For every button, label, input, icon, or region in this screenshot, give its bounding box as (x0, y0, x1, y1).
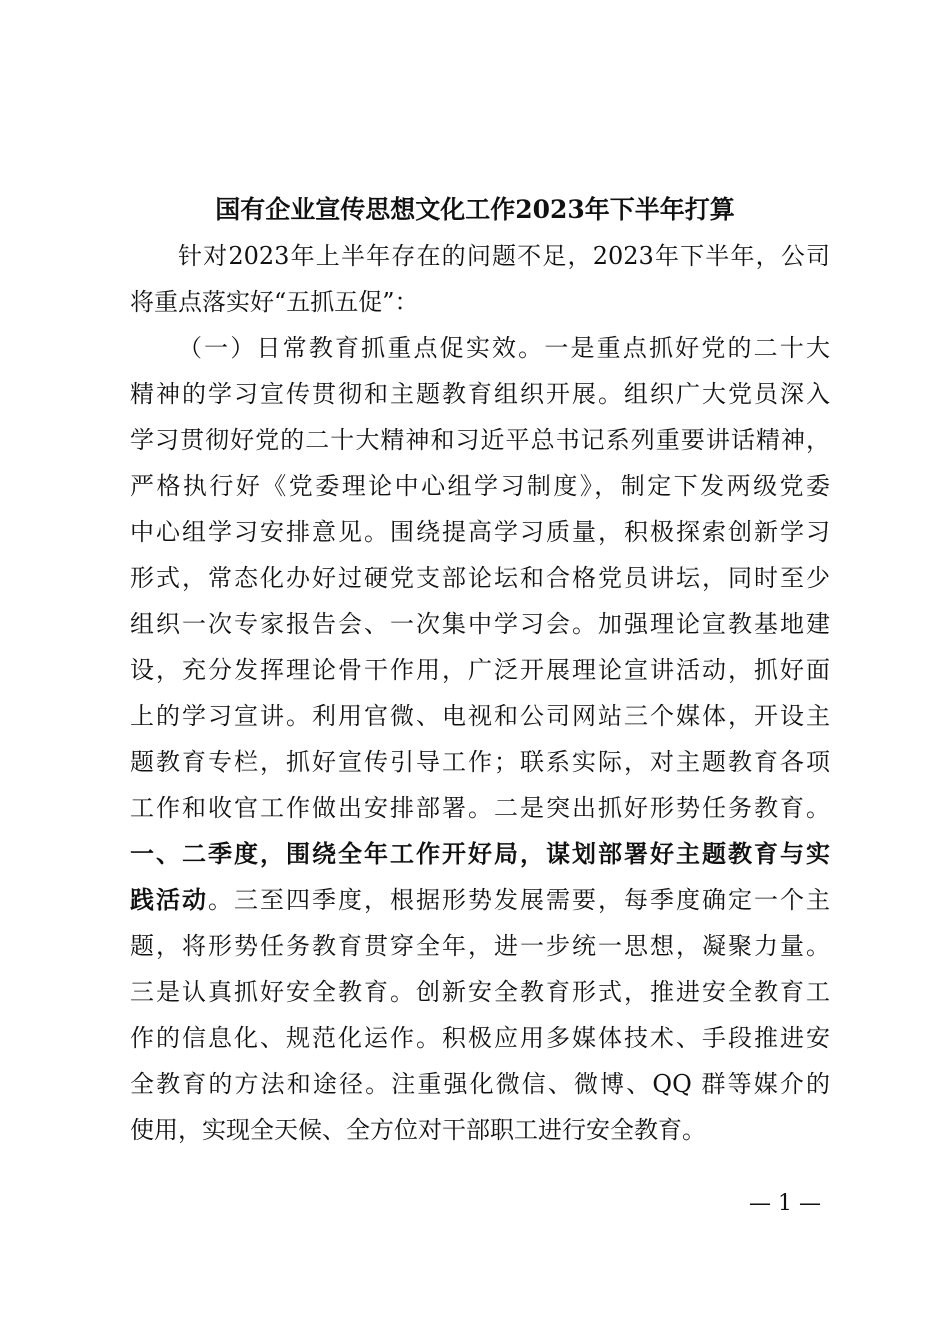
mixed-line-normal: 。三至四季度，根据形势发展需要，每季度确定一个主 (208, 886, 830, 914)
section1-cont-line-1: 题，将形势任务教育贯穿全年，进一步统一思想，凝聚力量。 (130, 932, 830, 960)
section1-line-7: 组织一次专家报告会、一次集中学习会。加强理论宣教基地建 (130, 610, 830, 638)
page-number: — 1 — (749, 1191, 821, 1216)
section1-line-2: 精神的学习宣传贯彻和主题教育组织开展。组织广大党员深入 (130, 380, 830, 408)
intro-line-2: 将重点落实好“五抓五促”： (130, 288, 419, 316)
mixed-line-bold: 践活动 (130, 886, 208, 914)
section1-line-5: 中心组学习安排意见。围绕提高学习质量，积极探索创新学习 (130, 518, 830, 546)
section1-line-3: 学习贯彻好党的二十大精神和习近平总书记系列重要讲话精神， (130, 426, 830, 454)
section1-line-4: 严格执行好《党委理论中心组学习制度》，制定下发两级党委 (130, 472, 830, 500)
section1-cont-line-3: 作的信息化、规范化运作。积极应用多媒体技术、手段推进安 (130, 1024, 830, 1052)
mixed-line (130, 880, 830, 920)
section1-line-6: 形式，常态化办好过硬党支部论坛和合格党员讲坛，同时至少 (130, 564, 830, 592)
section1-line-8: 设，充分发挥理论骨干作用，广泛开展理论宣讲活动，抓好面 (130, 656, 830, 684)
section1-line-1: （一）日常教育抓重点促实效。一是重点抓好党的二十大 (178, 334, 830, 362)
section1-cont-line-4: 全教育的方法和途径。注重强化微信、微博、QQ 群等媒介的 (130, 1070, 830, 1098)
section1-line-11: 工作和收官工作做出安排部署。二是突出抓好形势任务教育。 (130, 794, 830, 822)
section1-cont-line-2: 三是认真抓好安全教育。创新安全教育形式，推进安全教育工 (130, 978, 830, 1006)
section1-cont-line-5: 使用，实现全天候、全方位对干部职工进行安全教育。 (130, 1116, 706, 1144)
intro-line-1: 针对2023年上半年存在的问题不足，2023年下半年，公司 (178, 242, 830, 270)
section1-line-10: 题教育专栏，抓好宣传引导工作；联系实际，对主题教育各项 (130, 748, 830, 776)
bold-heading-line: 一、二季度，围绕全年工作开好局，谋划部署好主题教育与实 (130, 840, 830, 868)
section1-line-9: 上的学习宣讲。利用官微、电视和公司网站三个媒体，开设主 (130, 702, 830, 730)
document-title: 国有企业宣传思想文化工作2023年下半年打算 (215, 195, 735, 224)
